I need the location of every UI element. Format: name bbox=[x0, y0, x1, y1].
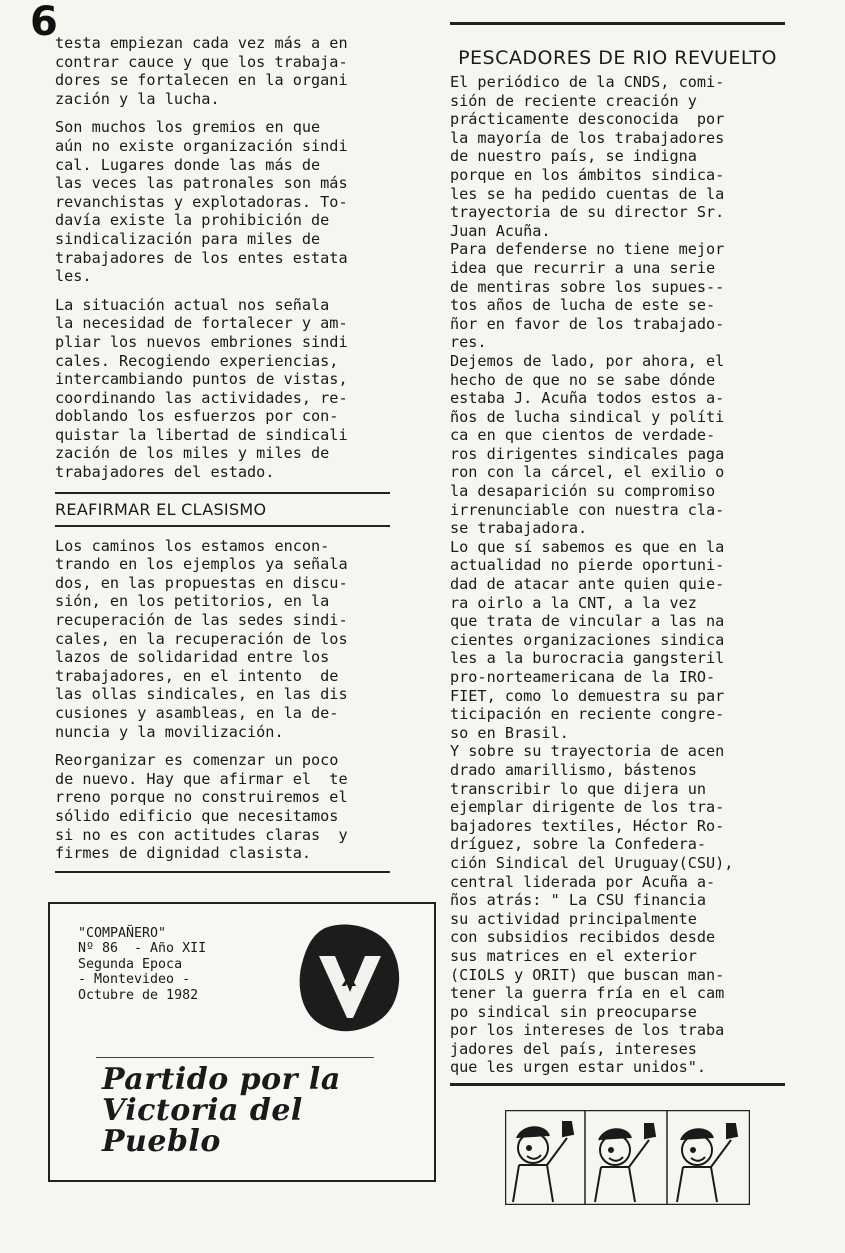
section-title: REAFIRMAR EL CLASISMO bbox=[55, 499, 267, 519]
masthead-divider bbox=[96, 1057, 374, 1058]
left-column bbox=[55, 34, 390, 873]
left-paragraph-1: testa empiezan cada vez más a en contrar cauce y que los trabaja- dores se fortalecen en la organi zación y la lucha. bbox=[55, 34, 348, 108]
left-paragraph-3: La situación actual nos señala la necesidad de fortalecer y am- pliar los nuevos embriones sindi cales. Recogiendo experiencias, intercambiando puntos de vistas, coordinando las actividades, re- doblando los esfuerzos por con- quistar la libertad de sindicali zación de los miles y miles de trabajadores del estado. bbox=[55, 295, 348, 482]
right-paragraph-3: Dejemos de lado, por ahora, el hecho de que no se sabe dónde estaba J. Acuña todos estos a- ños de lucha sindical y políti ca en que cientos de verdade- ros dirigentes sindicales paga ron con la cárcel, el exilio o la desaparición su compromiso irrenunciable con nuestra cla- se trabajadora. bbox=[450, 351, 725, 538]
masthead-info: "COMPAÑERO" Nº 86 - Año XII Segunda Epoca - Montevideo - Octubre de 1982 bbox=[78, 926, 207, 1003]
left-paragraph-2: Son muchos los gremios en que aún no existe organización sindi cal. Lugares donde las más de las veces las patronales son más revanchistas y explotadoras. To- davía existe la prohibición de sindicalización para miles de trabajadores de los entes estata les. bbox=[55, 118, 348, 286]
right-paragraph-4: Lo que sí sabemos es que en la actualidad no pierde oportuni- dad de atacar ante quien quie- ra oirlo a la CNT, a la vez que trata de vincular a las na cientes organizaciones sindica les a la burocracia gangsteril pro-norteamericana de la IRO- FIET, como lo demuestra su par ticipación en reciente congre- so en Brasil. bbox=[450, 537, 725, 742]
workers-cartoon-icon bbox=[505, 1110, 750, 1205]
section-rule-bottom bbox=[55, 525, 390, 527]
party-name: Partido por la Victoria del Pueblo bbox=[102, 1062, 341, 1159]
right-paragraph-2: Para defenderse no tiene mejor idea que recurrir a una serie de mentiras sobre los supues-- tos años de lucha de este se- ñor en favor de los trabajado- res. bbox=[450, 240, 725, 352]
masthead-box bbox=[48, 902, 436, 1182]
section-paragraph-2: Reorganizar es comenzar un poco de nuevo. Hay que afirmar el te rreno porque no construiremos el sólido edificio que necesitamos si no es con actitudes claras y firmes de dignidad clasista. bbox=[55, 751, 348, 863]
right-paragraph-5: Y sobre su trayectoria de acen drado amarillismo, bástenos transcribir lo que dijera un ejemplar dirigente de los tra- bajadores textiles, Héctor Ro- dríguez, sobre la Confedera- ción Sindical del Uruguay(CSU), central liderada por Acuña a- ños atrás: " La CSU financia su actividad principalmente con subsidios recibidos desde sus matrices en el exterior (CIOLS y ORIT) que buscan man- tener la guerra fría en el cam po sindical sin preocuparse por los intereses de los traba jadores del país, intereses que les urgen estar unidos". bbox=[450, 742, 734, 1077]
page-number: 6 bbox=[30, 0, 58, 45]
article-title: PESCADORES DE RIO REVUELTO bbox=[458, 47, 777, 69]
svg-text:X: X bbox=[341, 967, 357, 991]
right-paragraph-1: El periódico de la CNDS, comi- sión de reciente creación y prácticamente desconocida por la mayoría de los trabajadores de nuestro país, se indigna porque en los ámbitos sindica- les se ha pedido cuentas de la trayectoria de su director Sr. Juan Acuña. bbox=[450, 73, 725, 240]
pvp-logo-icon bbox=[295, 920, 405, 1035]
right-end-rule bbox=[450, 1083, 785, 1086]
right-column bbox=[450, 22, 785, 1086]
left-column-end-rule bbox=[55, 871, 390, 873]
section-paragraph-1: Los caminos los estamos encon- trando en los ejemplos ya señala dos, en las propuestas en discu- sión, en los petitorios, en la recuperación de las sedes sindi- cales, en la recuperación de los lazos de solidaridad entre los trabajadores, en el intento de las ollas sindicales, en las dis cusiones y asambleas, en la de- nuncia y la movilización. bbox=[55, 536, 348, 741]
